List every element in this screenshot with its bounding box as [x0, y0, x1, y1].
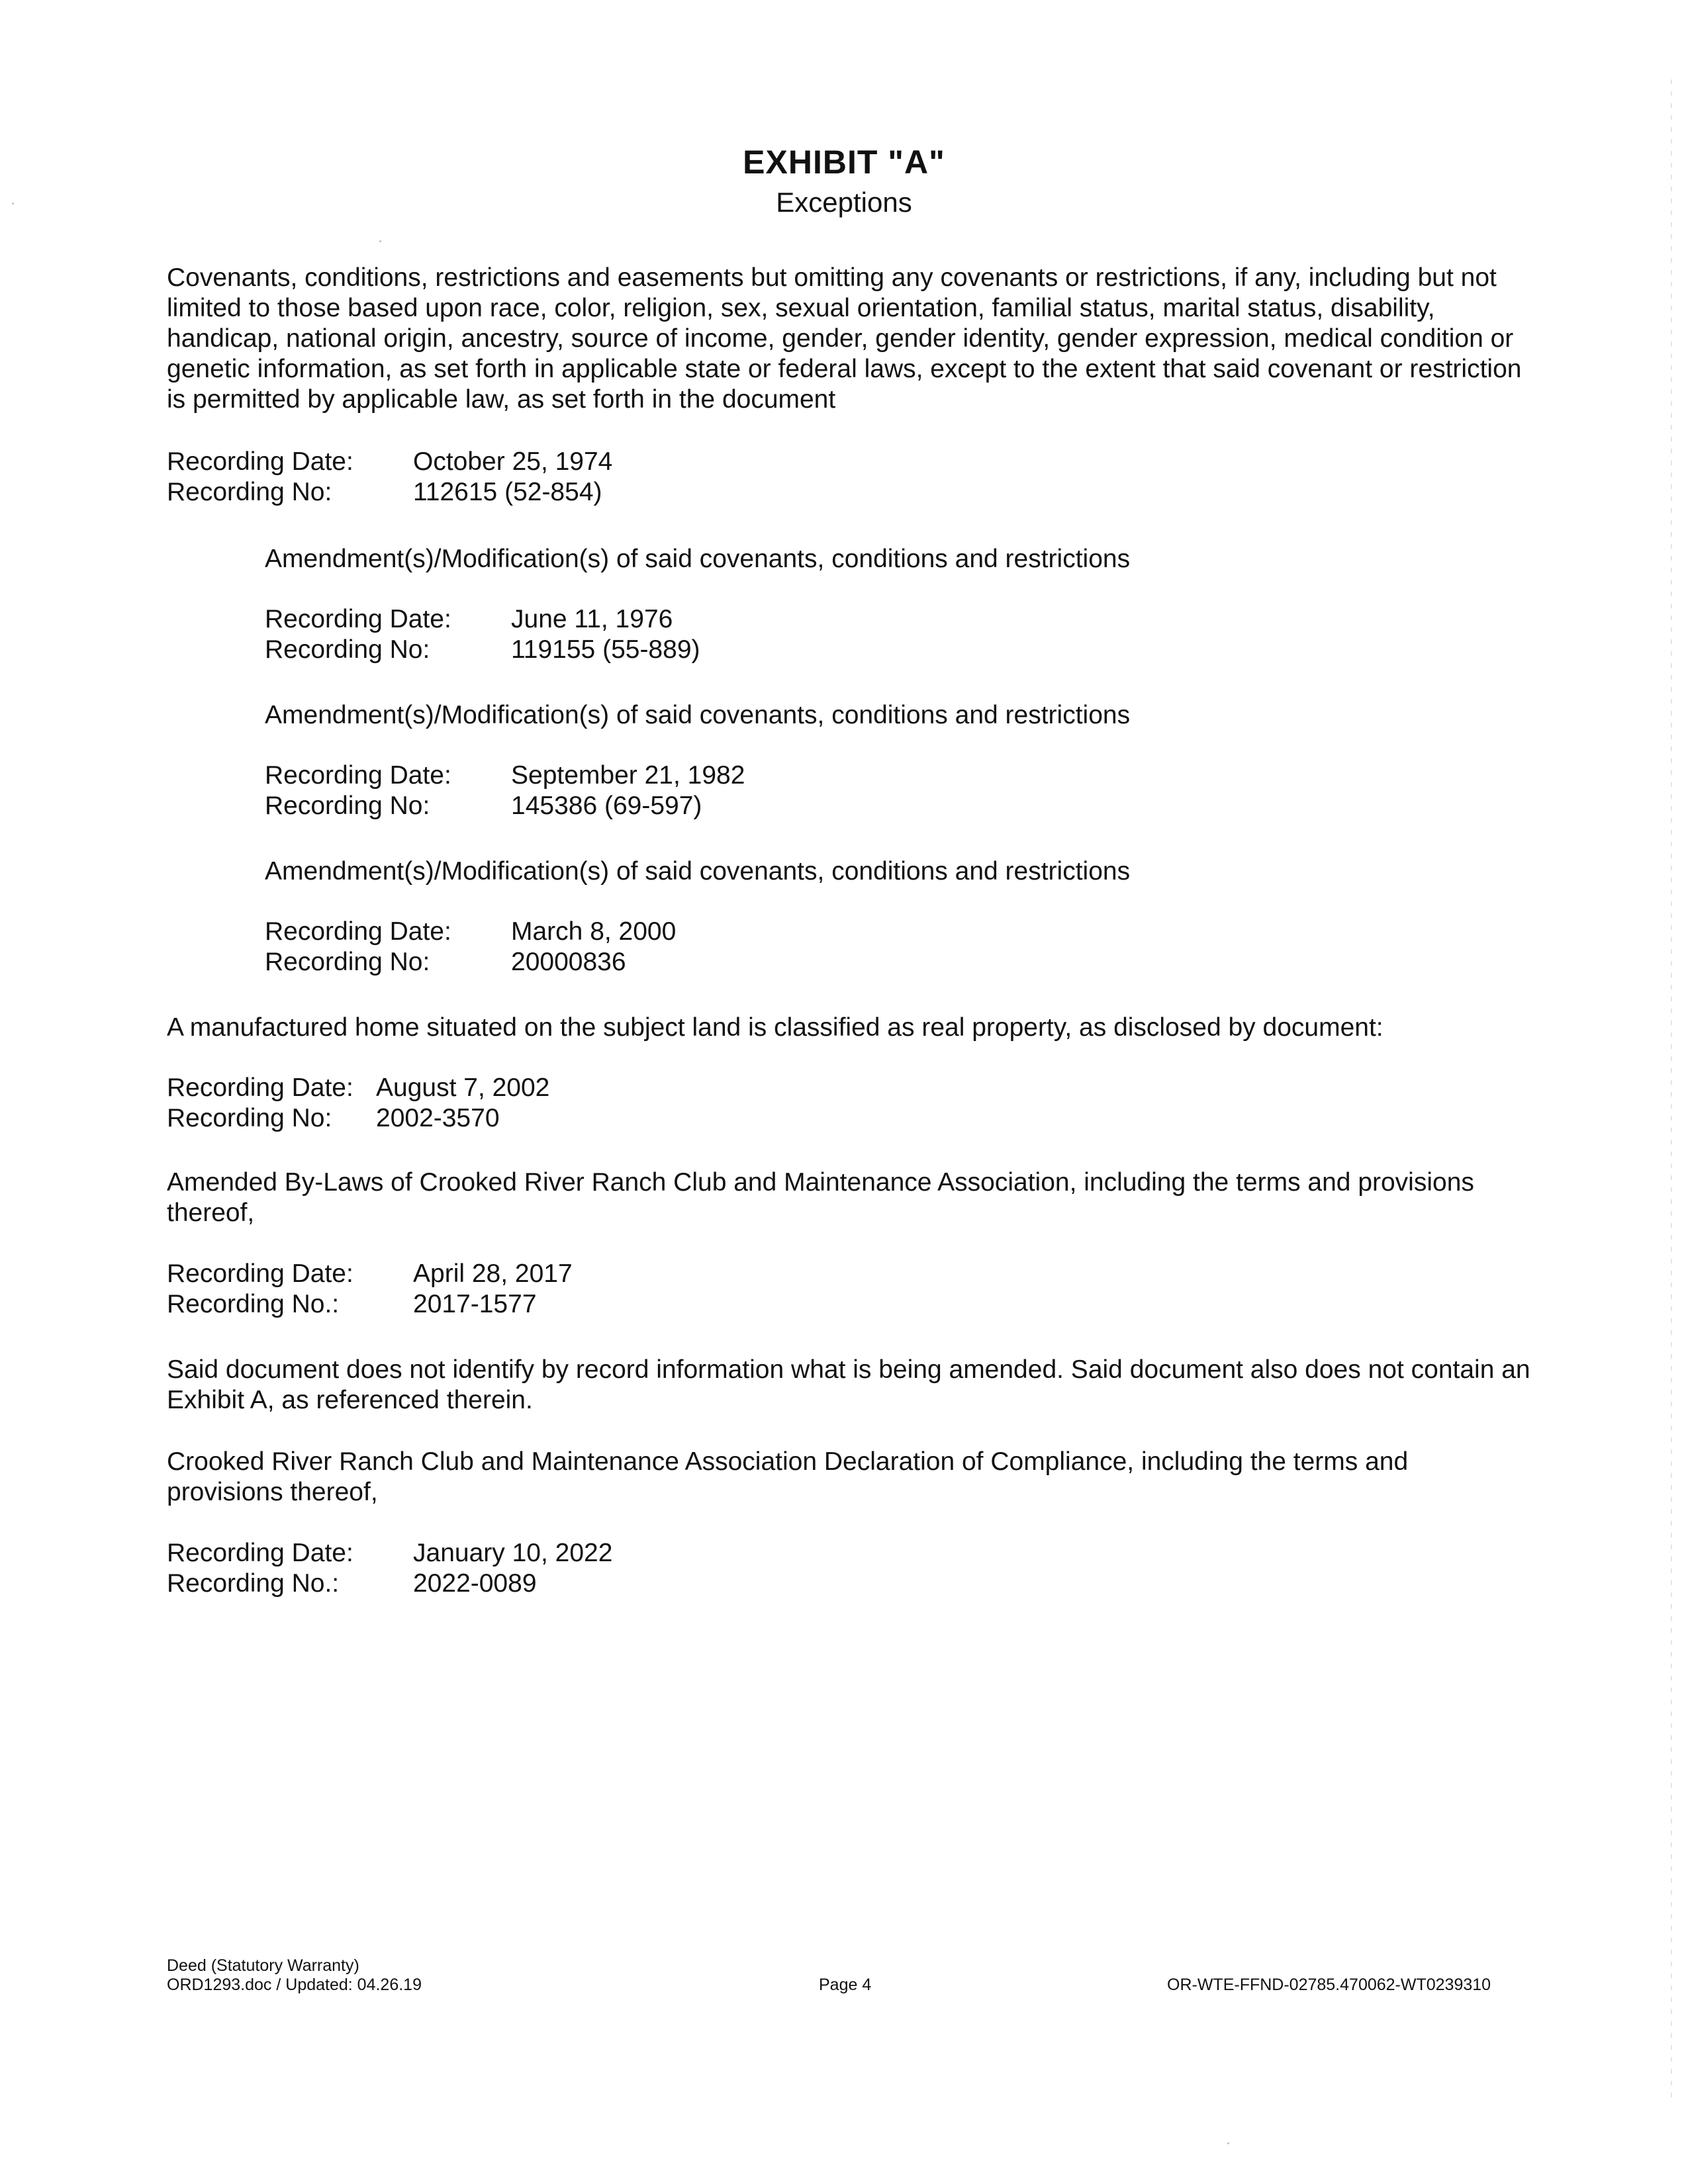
recording-no-label: Recording No:	[167, 1104, 332, 1132]
scan-speck	[12, 203, 14, 205]
amendment-heading-2: Amendment(s)/Modification(s) of said covenants, conditions and restrictions	[265, 701, 1131, 729]
bylaws-paragraph: Amended By-Laws of Crooked River Ranch Club and Maintenance Association, including the terms and provisions thereof,	[167, 1168, 1474, 1227]
compliance-paragraph: Crooked River Ranch Club and Maintenance Association Declaration of Compliance, including the terms and provisions thereof,	[167, 1447, 1409, 1506]
recording-date-value: April 28, 2017	[413, 1259, 573, 1288]
exhibit-subtitle: Exceptions	[776, 187, 912, 218]
recording-block-amendment-1	[265, 604, 700, 665]
manufactured-home-paragraph: A manufactured home situated on the subject land is classified as real property, as disclosed by document:	[167, 1013, 1383, 1042]
amendment-heading-3: Amendment(s)/Modification(s) of said covenants, conditions and restrictions	[265, 857, 1131, 886]
recording-date-value: September 21, 1982	[511, 761, 745, 790]
recording-date-label: Recording Date:	[265, 605, 451, 633]
recording-date-label: Recording Date:	[167, 447, 353, 476]
recording-block-compliance	[167, 1538, 612, 1599]
recording-date-value: June 11, 1976	[511, 605, 673, 633]
recording-date-label: Recording Date:	[265, 917, 451, 946]
scan-edge-artifact	[1671, 79, 1672, 2098]
recording-no-label: Recording No:	[265, 792, 430, 820]
recording-date-label: Recording Date:	[167, 1073, 353, 1102]
scan-speck	[379, 240, 381, 242]
footer-order-id: OR-WTE-FFND-02785.470062-WT0239310	[1167, 1976, 1491, 1994]
scan-speck	[1227, 2142, 1229, 2144]
recording-no-label: Recording No:	[265, 948, 430, 976]
amendment-heading-1: Amendment(s)/Modification(s) of said covenants, conditions and restrictions	[265, 545, 1131, 573]
recording-no-label: Recording No:	[167, 478, 332, 506]
recording-block-amendment-2	[265, 760, 745, 821]
recording-block-original	[167, 447, 612, 508]
footer-form-name: Deed (Statutory Warranty)	[167, 1956, 359, 1975]
recording-no-label: Recording No:	[265, 635, 430, 664]
recording-no-value: 145386 (69-597)	[511, 792, 702, 820]
exhibit-title: EXHIBIT "A"	[743, 144, 945, 181]
recording-no-value: 2002-3570	[376, 1104, 500, 1132]
recording-block-manufactured-home	[167, 1073, 549, 1134]
recording-no-label: Recording No.:	[167, 1569, 340, 1598]
covenants-paragraph: Covenants, conditions, restrictions and easements but omitting any covenants or restrictions, if any, including but not limited to those based upon race, color, religion, sex, sexual orientation, familial status, marital status, disability, handicap, national origin, ancestry, source of income, gender, gender identity, gender expression, medical condition or genetic information, as set forth in applicable state or federal laws, except to the extent that said covenant or restriction is permitted by applicable law, as set forth in the document	[167, 263, 1522, 414]
recording-no-value: 20000836	[511, 948, 626, 976]
footer-page-number: Page 4	[819, 1976, 872, 1994]
recording-date-value: March 8, 2000	[511, 917, 677, 946]
footer-form-info	[167, 1956, 422, 1995]
recording-block-bylaws	[167, 1259, 573, 1320]
recording-date-value: August 7, 2002	[376, 1073, 550, 1102]
said-document-paragraph: Said document does not identify by record information what is being amended. Said document also does not contain an Exhibit A, as referenced therein.	[167, 1355, 1530, 1414]
footer-form-file: ORD1293.doc / Updated: 04.26.19	[167, 1976, 422, 1994]
recording-no-value: 112615 (52-854)	[413, 478, 602, 506]
recording-no-value: 2017-1577	[413, 1290, 537, 1318]
recording-no-value: 119155 (55-889)	[511, 635, 700, 664]
recording-no-label: Recording No.:	[167, 1290, 340, 1318]
recording-no-value: 2022-0089	[413, 1569, 537, 1598]
recording-date-label: Recording Date:	[167, 1539, 353, 1567]
recording-date-label: Recording Date:	[167, 1259, 353, 1288]
recording-date-value: January 10, 2022	[413, 1539, 613, 1567]
recording-date-label: Recording Date:	[265, 761, 451, 790]
recording-date-value: October 25, 1974	[413, 447, 613, 476]
recording-block-amendment-3	[265, 917, 676, 978]
